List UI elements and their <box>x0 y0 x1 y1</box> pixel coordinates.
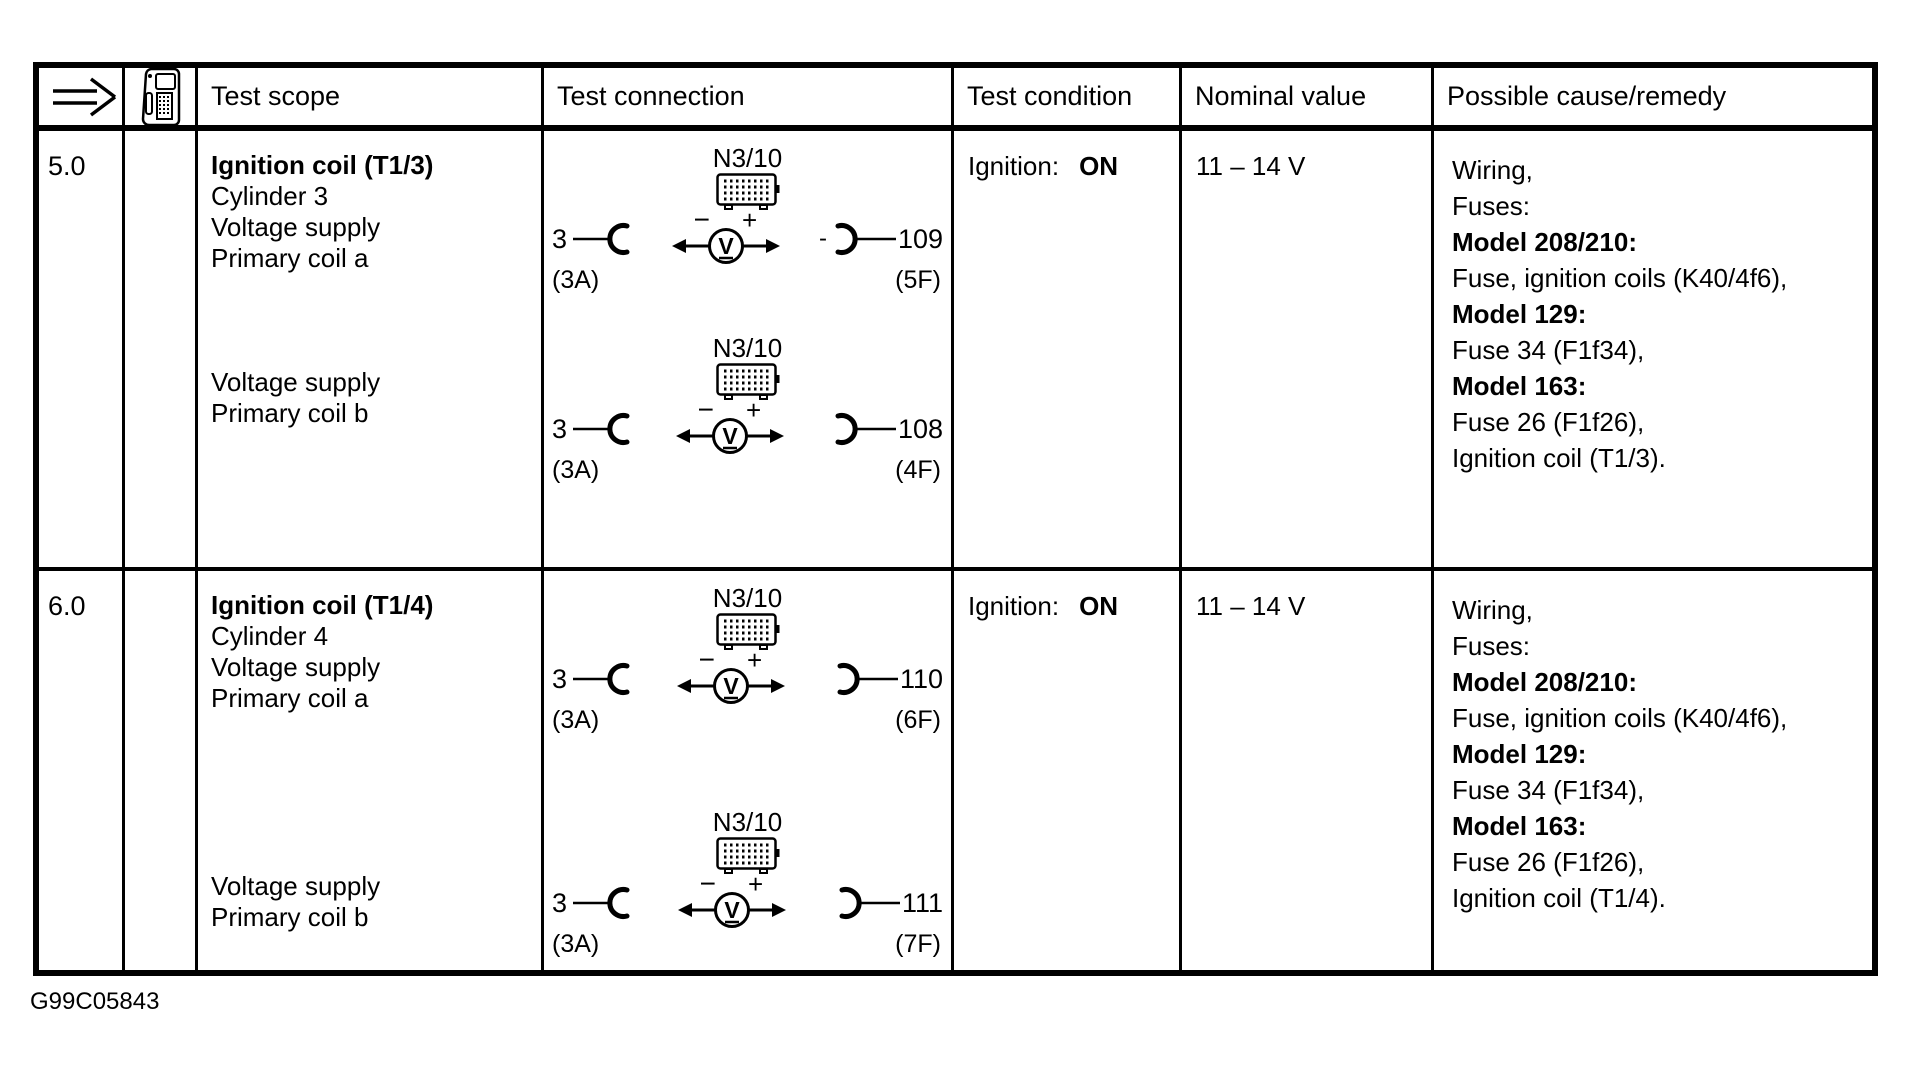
control-unit-label: N3/10 <box>712 143 783 173</box>
col-header-nominal-value: Nominal value <box>1182 68 1434 131</box>
left-pin-number: 3 <box>552 413 568 444</box>
right-pin-number: 108 <box>897 413 943 444</box>
remedy-line: Fuse 26 (F1f26), <box>1452 847 1645 877</box>
meter-minus-sign: − <box>698 652 715 675</box>
voltmeter-letter: V <box>724 897 740 923</box>
remedy-line: Model 208/210: <box>1452 667 1637 697</box>
connection-diagram <box>552 807 943 959</box>
voltmeter-icon <box>670 212 782 266</box>
multipin-connector-icon <box>716 363 780 403</box>
remedy-line: Model 129: <box>1452 739 1587 769</box>
remedy-line: Fuses: <box>1452 631 1531 661</box>
scope-line: Voltage supply <box>211 367 381 397</box>
col-header-possible-cause: Possible cause/remedy <box>1434 68 1872 131</box>
header-arrow-cell <box>39 68 125 131</box>
socket-right-icon <box>834 411 898 447</box>
socket-left-icon <box>567 661 633 697</box>
multipin-connector-icon <box>716 837 780 877</box>
possible-cause-cell <box>1434 131 1872 571</box>
remedy-line: Fuse 34 (F1f34), <box>1452 335 1645 365</box>
hand-held-tester-icon <box>136 68 184 128</box>
control-unit-label: N3/10 <box>712 583 783 613</box>
socket-right-icon <box>838 885 902 921</box>
step-number: 5.0 <box>39 131 125 571</box>
remedy-line: Wiring, <box>1452 595 1533 625</box>
col-header-test-condition: Test condition <box>954 68 1182 131</box>
voltmeter-letter: V <box>718 233 734 259</box>
voltmeter-letter: V <box>723 673 739 699</box>
meter-minus-sign: − <box>693 212 710 235</box>
remedy-line: Fuse, ignition coils (K40/4f6), <box>1452 703 1788 733</box>
multipin-connector-icon <box>716 173 780 213</box>
remedy-line: Model 129: <box>1452 299 1587 329</box>
remedy-line: Fuse 34 (F1f34), <box>1452 775 1645 805</box>
test-scope-cell <box>198 131 544 571</box>
connection-diagram <box>552 583 943 735</box>
col-header-test-connection: Test connection <box>544 68 954 131</box>
header-tester-cell <box>125 68 198 131</box>
condition-label: Ignition: <box>968 151 1060 181</box>
condition-value: ON <box>1079 151 1119 181</box>
right-pin-number: 111 <box>901 887 943 918</box>
scope-line: Voltage supply <box>211 871 381 901</box>
voltmeter-icon <box>676 876 788 930</box>
col-header-test-scope: Test scope <box>198 68 544 131</box>
scope-line: Voltage supply <box>211 212 381 242</box>
socket-right-icon <box>836 661 900 697</box>
left-pin-number: 3 <box>552 223 568 254</box>
control-unit-label: N3/10 <box>712 807 783 837</box>
multipin-connector-icon <box>716 613 780 653</box>
socket-left-icon <box>567 221 633 257</box>
remedy-line: Fuses: <box>1452 191 1531 221</box>
right-prefix-mark: - <box>818 225 827 252</box>
voltmeter-icon <box>675 652 787 706</box>
right-pin-number: 110 <box>899 663 943 694</box>
diagnostic-table <box>33 62 1878 976</box>
step-number: 6.0 <box>39 571 125 970</box>
scope-line: Voltage supply <box>211 652 381 682</box>
scope-line: Cylinder 4 <box>211 621 329 651</box>
meter-plus-sign: + <box>745 402 762 425</box>
meter-minus-sign: − <box>697 402 714 425</box>
scope-line: Primary coil b <box>211 902 369 932</box>
left-pin-number: 3 <box>552 887 568 918</box>
scope-line: Primary coil b <box>211 398 369 428</box>
remedy-line: Model 163: <box>1452 811 1587 841</box>
remedy-line: Fuse, ignition coils (K40/4f6), <box>1452 263 1788 293</box>
socket-left-icon <box>567 411 633 447</box>
nominal-value-cell: 11 – 14 V <box>1182 571 1434 970</box>
remedy-line: Ignition coil (T1/3). <box>1452 443 1666 473</box>
voltmeter-letter: V <box>722 423 738 449</box>
document-code: G99C05843 <box>30 988 160 1015</box>
right-socket-code: (5F) <box>895 266 941 294</box>
scope-line: Primary coil a <box>211 683 369 713</box>
test-condition-cell <box>954 571 1182 970</box>
connection-diagram <box>552 333 943 485</box>
remedy-line: Ignition coil (T1/4). <box>1452 883 1666 913</box>
control-unit-label: N3/10 <box>712 333 783 363</box>
left-pin-number: 3 <box>552 663 568 694</box>
tester-column-cell <box>125 571 198 970</box>
scope-line: Primary coil a <box>211 243 369 273</box>
remedy-line: Wiring, <box>1452 155 1533 185</box>
left-socket-code: (3A) <box>552 456 600 484</box>
condition-value: ON <box>1079 591 1119 621</box>
meter-plus-sign: + <box>746 652 763 675</box>
socket-left-icon <box>567 885 633 921</box>
tester-column-cell <box>125 131 198 571</box>
test-scope-cell <box>198 571 544 970</box>
test-condition-cell <box>954 131 1182 571</box>
meter-plus-sign: + <box>741 212 758 235</box>
right-socket-code: (4F) <box>895 456 941 484</box>
right-pin-number: 109 <box>897 223 943 254</box>
test-connection-cell <box>544 131 954 571</box>
right-socket-code: (6F) <box>895 706 941 734</box>
meter-plus-sign: + <box>747 876 764 899</box>
possible-cause-cell <box>1434 571 1872 970</box>
left-socket-code: (3A) <box>552 266 600 294</box>
right-socket-code: (7F) <box>895 930 941 958</box>
scope-title: Ignition coil (T1/3) <box>211 150 434 180</box>
remedy-line: Model 163: <box>1452 371 1587 401</box>
scope-line: Cylinder 3 <box>211 181 329 211</box>
scope-title: Ignition coil (T1/4) <box>211 590 434 620</box>
socket-right-icon <box>834 221 898 257</box>
meter-minus-sign: − <box>699 876 716 899</box>
condition-label: Ignition: <box>968 591 1060 621</box>
remedy-line: Model 208/210: <box>1452 227 1637 257</box>
remedy-line: Fuse 26 (F1f26), <box>1452 407 1645 437</box>
connection-diagram <box>552 143 943 295</box>
test-connection-cell <box>544 571 954 970</box>
nominal-value-cell: 11 – 14 V <box>1182 131 1434 571</box>
left-socket-code: (3A) <box>552 930 600 958</box>
voltmeter-icon <box>674 402 786 456</box>
double-arrow-icon <box>51 75 121 119</box>
left-socket-code: (3A) <box>552 706 600 734</box>
